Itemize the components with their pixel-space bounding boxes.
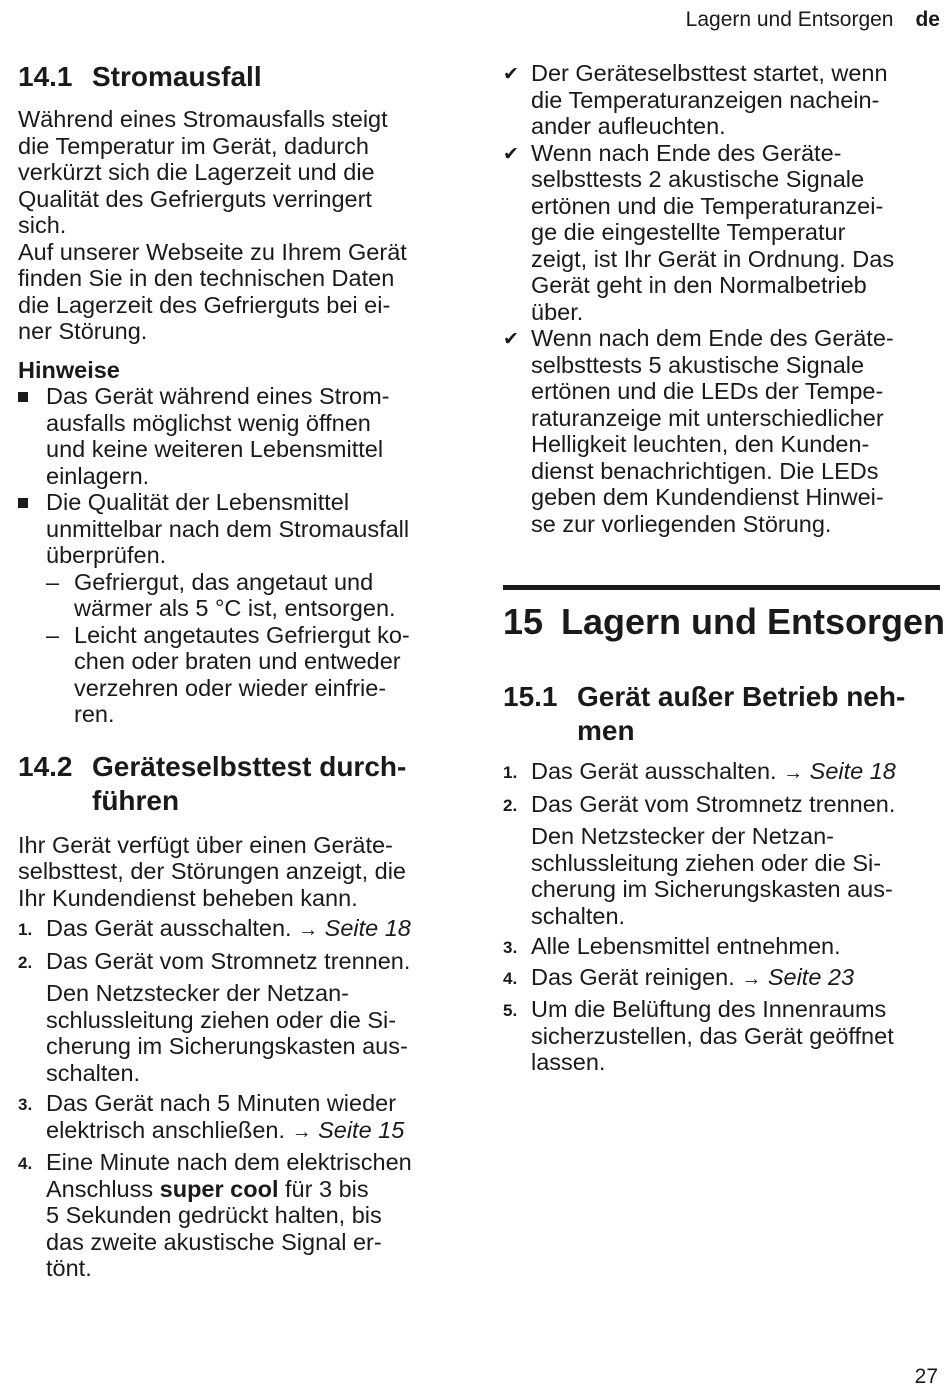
page-reference-link[interactable]: Seite 23 — [767, 963, 855, 990]
text-line: verzehren oder wieder einfrie- — [74, 674, 387, 701]
text-line: Um die Belüftung des Innenraums — [531, 996, 887, 1022]
text-line: einlagern. — [46, 462, 150, 489]
text-line: sicherzustellen, das Gerät geöffnet — [531, 1022, 894, 1049]
step-item — [503, 758, 940, 787]
step-text: Das Gerät ausschalten. — [531, 758, 777, 784]
text-line: selbsttests 5 akustische Signale — [531, 351, 865, 378]
dash-marker: – — [46, 621, 60, 648]
text-line: Ihr Gerät verfügt über einen Geräte- — [18, 831, 393, 858]
section-heading-14-1 — [18, 60, 458, 94]
step-item — [18, 948, 458, 975]
step-text: elektrisch anschließen. — [46, 1116, 286, 1143]
dash-item — [18, 622, 458, 728]
text-line: Ihr Kundendienst beheben kann. — [18, 884, 358, 911]
text-line: schlussleitung ziehen oder die Si- — [531, 849, 882, 876]
step-text: Das Gerät vom Stromnetz trennen. — [46, 947, 411, 974]
section-title: Geräteselbsttest durch- — [92, 750, 407, 782]
text-line: Gerät geht in den Normalbetrieb — [531, 272, 867, 298]
text-line: die Temperaturanzeigen nachein- — [531, 86, 880, 113]
checkmark-icon: ✔ — [503, 329, 519, 350]
button-name-super-cool: super cool — [159, 1175, 279, 1202]
text-line: raturanzeige mit unterschiedlicher — [531, 404, 884, 431]
text-line: chen oder braten und entweder — [74, 648, 401, 674]
step-item — [503, 791, 940, 818]
chapter-divider — [503, 585, 940, 590]
text-line: schalten. — [531, 902, 626, 929]
arrow-right-icon: → — [291, 1120, 312, 1143]
step-item — [18, 1090, 458, 1145]
result-item — [503, 140, 940, 326]
header-language: de — [915, 8, 940, 31]
text-line: Die Qualität der Lebensmittel — [46, 489, 350, 515]
text-line: ander aufleuchten. — [531, 113, 726, 139]
text-line: selbsttest, der Störungen anzeigt, die — [18, 858, 406, 884]
section-title: Gerät außer Betrieb neh- — [577, 681, 906, 712]
text-line: das zweite akustische Signal er- — [46, 1228, 382, 1255]
square-bullet-icon — [18, 392, 28, 402]
text-line: cherung im Sicherungskasten aus- — [531, 876, 893, 902]
text-line: ren. — [74, 701, 115, 727]
step-item — [503, 933, 940, 960]
text-line: Während eines Stromausfalls steigt — [18, 106, 388, 132]
section-title-continued: führen — [92, 784, 180, 816]
text-line: lassen. — [531, 1049, 606, 1075]
result-item — [503, 325, 940, 537]
step-number: 4. — [18, 1154, 33, 1173]
right-column — [503, 60, 946, 1076]
text-line: die Lagerzeit des Gefrierguts bei ei- — [18, 291, 391, 318]
header-section-title: Lagern und Entsorgen — [685, 8, 894, 31]
left-column — [18, 60, 458, 1282]
text-line: schalten. — [46, 1059, 141, 1086]
step-number: 3. — [503, 938, 518, 957]
text-line: ner Störung. — [18, 318, 148, 344]
text-line: verkürzt sich die Lagerzeit und die — [18, 159, 375, 185]
paragraph-website-info — [18, 239, 458, 345]
text-line: Das Gerät während eines Strom- — [46, 383, 390, 409]
step-item — [503, 996, 940, 1076]
dash-marker: – — [46, 568, 60, 595]
paragraph-selftest-intro — [18, 832, 458, 912]
text-line: Auf unserer Webseite zu Ihrem Gerät — [18, 238, 407, 265]
text-line: Den Netzstecker der Netzan- — [531, 823, 835, 849]
text-line: ge die eingestellte Temperatur — [531, 219, 846, 245]
text-line: und keine weiteren Lebensmittel — [46, 436, 384, 462]
step-text: Eine Minute nach dem elektrischen — [46, 1149, 412, 1175]
notes-heading: Hinweise — [18, 356, 120, 383]
text-line: selbsttests 2 akustische Signale — [531, 166, 865, 192]
text-line: überprüfen. — [46, 542, 167, 568]
section-heading-14-2 — [18, 750, 458, 818]
step-number: 2. — [18, 952, 33, 972]
paragraph-power-failure — [18, 106, 458, 239]
section-title: Stromausfall — [92, 61, 262, 92]
section-number: 14.2 — [18, 750, 73, 782]
text-line: über. — [531, 298, 584, 325]
step-text: Das Gerät reinigen. — [531, 963, 735, 990]
chapter-heading — [503, 600, 946, 644]
text-line: Leicht angetautes Gefriergut ko- — [74, 621, 410, 648]
text-line: sich. — [18, 212, 67, 238]
page-number: 27 — [914, 1365, 938, 1388]
step-text: Das Gerät vom Stromnetz trennen. — [531, 790, 896, 817]
text-line: Der Geräteselbsttest startet, wenn — [531, 60, 888, 86]
section-number: 14.1 — [18, 61, 73, 92]
step-number: 3. — [18, 1095, 33, 1114]
step-text: Anschluss — [46, 1175, 154, 1202]
step-text: Alle Lebensmittel entnehmen. — [531, 933, 841, 959]
text-line: Helligkeit leuchten, den Kunden- — [531, 431, 870, 457]
chapter-number: 15 — [503, 601, 544, 642]
text-line: Wenn nach Ende des Geräte- — [531, 139, 842, 166]
section-number: 15.1 — [503, 681, 558, 712]
step-result — [503, 823, 940, 929]
page-reference-link[interactable]: Seite 15 — [318, 1116, 405, 1143]
section-title-continued: men — [577, 715, 635, 746]
step-item — [18, 915, 458, 944]
text-line: Den Netzstecker der Netzan- — [46, 980, 350, 1006]
text-line: ertönen und die LEDs der Tempe- — [531, 378, 884, 404]
text-line: geben dem Kundendienst Hinwei- — [531, 484, 884, 510]
text-line: wärmer als 5 °C ist, entsorgen. — [74, 595, 396, 621]
step-text: für 3 bis — [285, 1175, 369, 1202]
text-line: Qualität des Gefrierguts verringert — [18, 185, 372, 212]
chapter-title: Lagern und Entsorgen — [561, 601, 946, 642]
step-item — [18, 1149, 458, 1282]
page-reference-link[interactable]: Seite 18 — [809, 758, 896, 784]
note-bullet — [18, 489, 458, 569]
step-item — [503, 964, 940, 993]
text-line: Wenn nach dem Ende des Geräte- — [531, 325, 894, 351]
text-line: tönt. — [46, 1255, 92, 1281]
square-bullet-icon — [18, 498, 28, 508]
step-number: 5. — [503, 1001, 518, 1020]
arrow-right-icon: → — [741, 967, 762, 990]
section-heading-15-1 — [503, 680, 940, 748]
checkmark-icon: ✔ — [503, 64, 519, 85]
text-line: die Temperatur im Gerät, dadurch — [18, 132, 369, 159]
text-line: zeigt, ist Ihr Gerät in Ordnung. Das — [531, 245, 895, 272]
text-line: ausfalls möglichst wenig öffnen — [46, 409, 371, 436]
page-reference-link[interactable]: Seite 18 — [324, 915, 411, 941]
text-line: cherung im Sicherungskasten aus- — [46, 1033, 408, 1059]
text-line: 5 Sekunden gedrückt halten, bis — [46, 1202, 382, 1228]
result-item — [503, 60, 940, 140]
step-number: 4. — [503, 968, 518, 988]
text-line: se zur vorliegenden Störung. — [531, 510, 832, 537]
text-line: ertönen und die Temperaturanzei- — [531, 192, 884, 219]
text-line: dienst benachrichtigen. Die LEDs — [531, 457, 879, 484]
arrow-right-icon: → — [298, 919, 319, 941]
text-line: schlussleitung ziehen oder die Si- — [46, 1006, 397, 1033]
text-line: Gefriergut, das angetaut und — [74, 568, 374, 595]
text-line: unmittelbar nach dem Stromausfall — [46, 515, 410, 542]
text-line: finden Sie in den technischen Daten — [18, 265, 395, 291]
step-number: 1. — [503, 763, 518, 782]
step-number: 2. — [503, 795, 518, 815]
note-bullet — [18, 383, 458, 489]
step-result — [18, 980, 458, 1086]
dash-item — [18, 569, 458, 622]
arrow-right-icon: → — [783, 762, 804, 784]
step-number: 1. — [18, 920, 33, 939]
step-text: Das Gerät ausschalten. — [46, 915, 292, 941]
step-text: Das Gerät nach 5 Minuten wieder — [46, 1090, 397, 1116]
page-header — [686, 8, 940, 32]
checkmark-icon: ✔ — [503, 143, 519, 165]
